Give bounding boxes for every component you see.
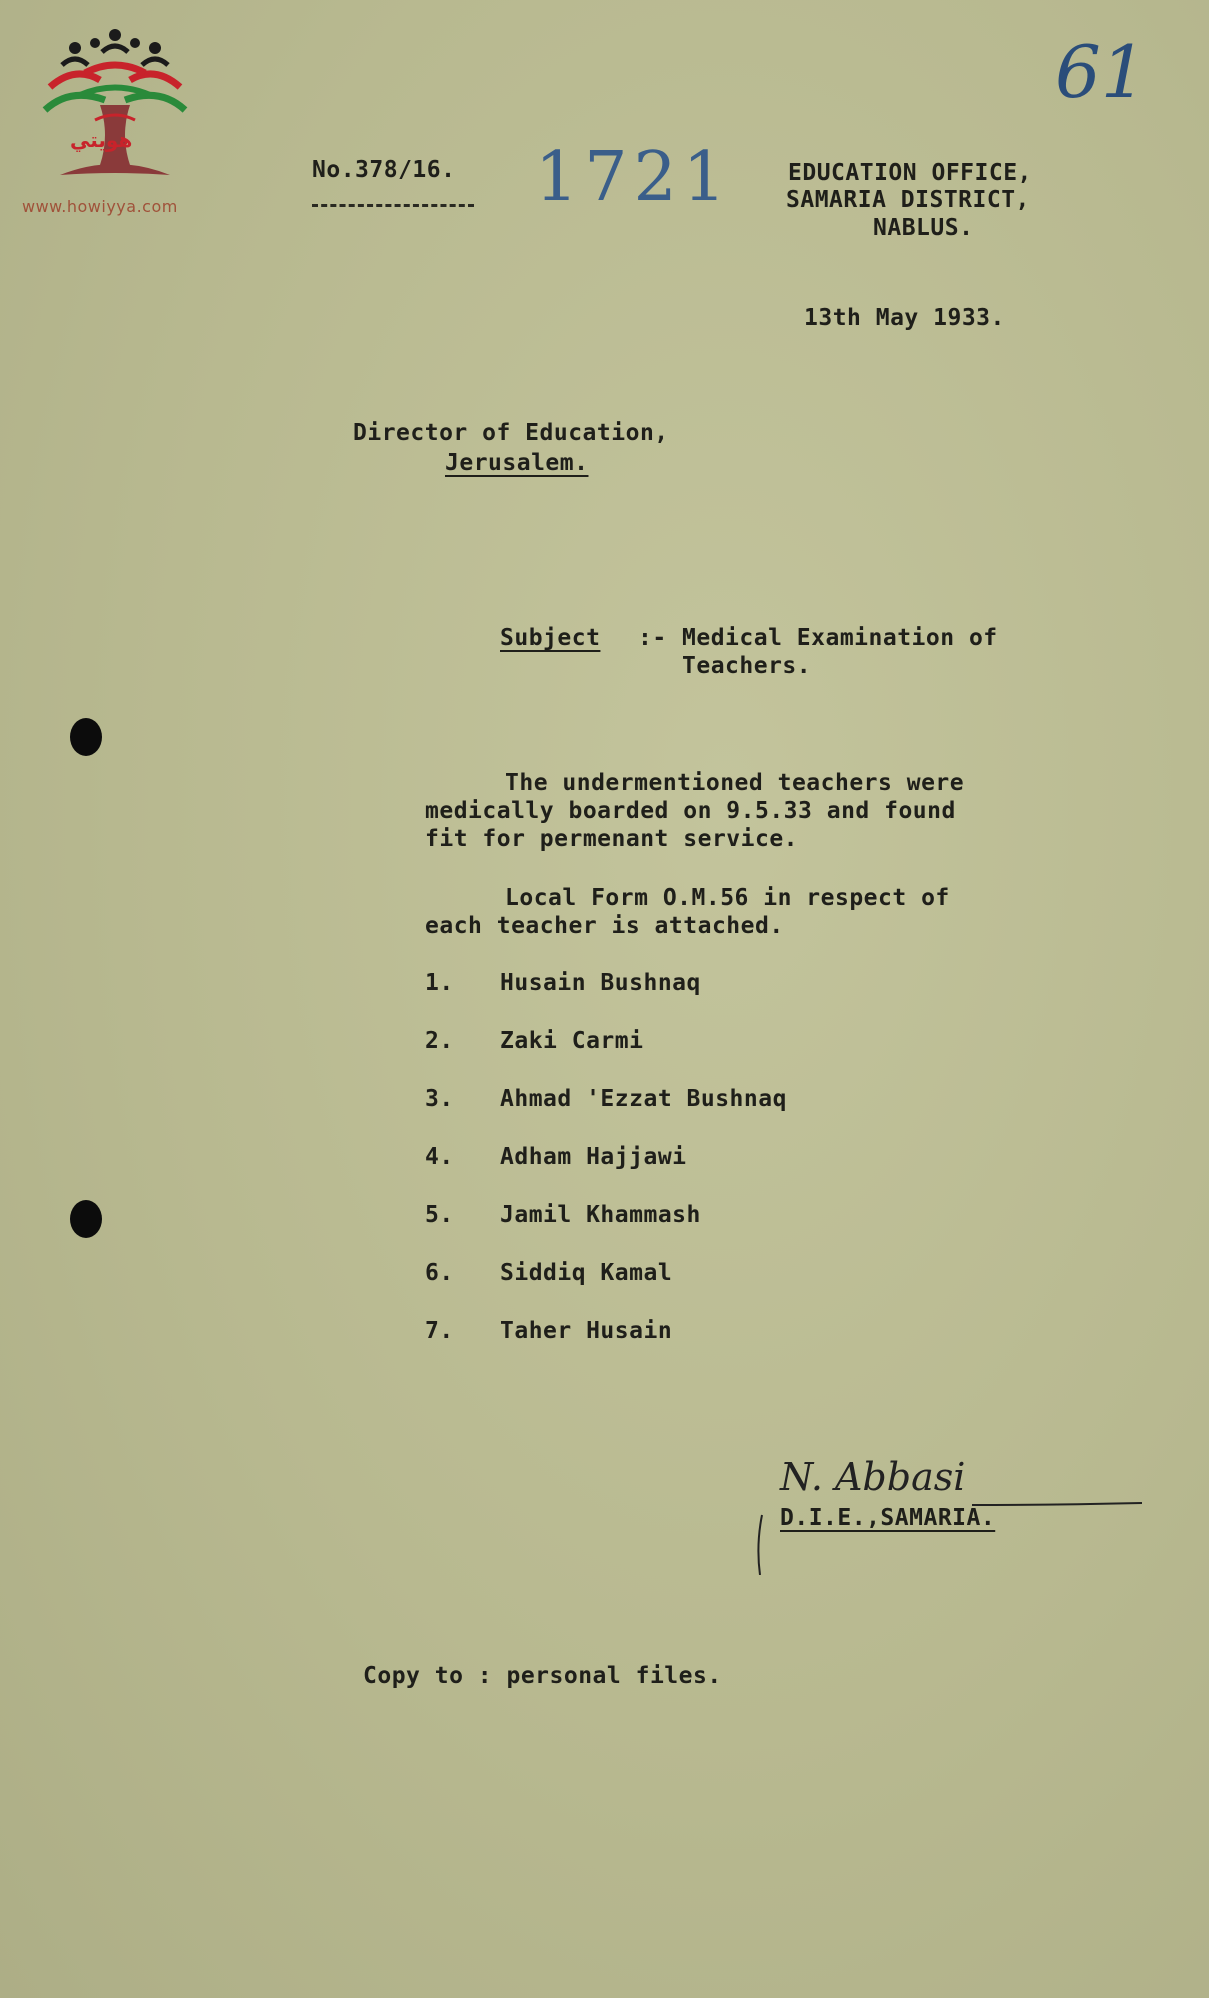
addressee-line-2: Jerusalem. — [445, 450, 589, 476]
subject-line-2: Teachers. — [682, 653, 812, 679]
subject-line-1: Medical Examination of — [682, 625, 998, 651]
list-item-name: Siddiq Kamal — [500, 1260, 673, 1286]
list-item-number: 1. — [425, 970, 454, 996]
logo-tree-icon — [40, 25, 190, 195]
list-item-number: 5. — [425, 1202, 454, 1228]
list-item-number: 3. — [425, 1086, 454, 1112]
howiyya-logo — [40, 25, 190, 199]
list-item-name: Adham Hajjawi — [500, 1144, 687, 1170]
list-item-name: Zaki Carmi — [500, 1028, 644, 1054]
subject-label: Subject — [500, 625, 601, 651]
subject-separator: :- — [638, 625, 667, 651]
list-item-name: Husain Bushnaq — [500, 970, 701, 996]
addressee-line-1: Director of Education, — [353, 420, 669, 446]
list-item-number: 4. — [425, 1144, 454, 1170]
list-item-name: Jamil Khammash — [500, 1202, 701, 1228]
punch-hole-top — [70, 718, 102, 756]
file-number: 1721 — [535, 138, 733, 217]
copy-to-line: Copy to : personal files. — [363, 1663, 722, 1689]
body-para1-line-3: fit for permenant service. — [425, 826, 799, 852]
office-line-2: SAMARIA DISTRICT, — [786, 187, 1030, 213]
body-para2-line-1: Local Form O.M.56 in respect of — [505, 885, 950, 911]
body-para1-line-2: medically boarded on 9.5.33 and found — [425, 798, 956, 824]
list-item-name: Ahmad 'Ezzat Bushnaq — [500, 1086, 787, 1112]
list-item-number: 2. — [425, 1028, 454, 1054]
body-para1-line-1: The undermentioned teachers were — [505, 770, 965, 796]
logo-arabic-text: هويتي — [70, 128, 133, 152]
body-para2-line-2: each teacher is attached. — [425, 913, 784, 939]
punch-hole-bottom — [70, 1200, 102, 1238]
handwritten-signature: N. Abbasi — [780, 1455, 966, 1499]
page-number: 61 — [1055, 30, 1147, 114]
signature-title: D.I.E.,SAMARIA. — [780, 1505, 996, 1531]
ref-number-dashes — [312, 204, 474, 207]
letter-date: 13th May 1933. — [804, 305, 1005, 331]
ref-number: No.378/16. — [312, 157, 456, 183]
logo-url[interactable]: www.howiyya.com — [22, 197, 178, 216]
office-line-1: EDUCATION OFFICE, — [788, 160, 1032, 186]
list-item-name: Taher Husain — [500, 1318, 673, 1344]
list-item-number: 6. — [425, 1260, 454, 1286]
list-item-number: 7. — [425, 1318, 454, 1344]
office-line-3: NABLUS. — [873, 215, 974, 241]
